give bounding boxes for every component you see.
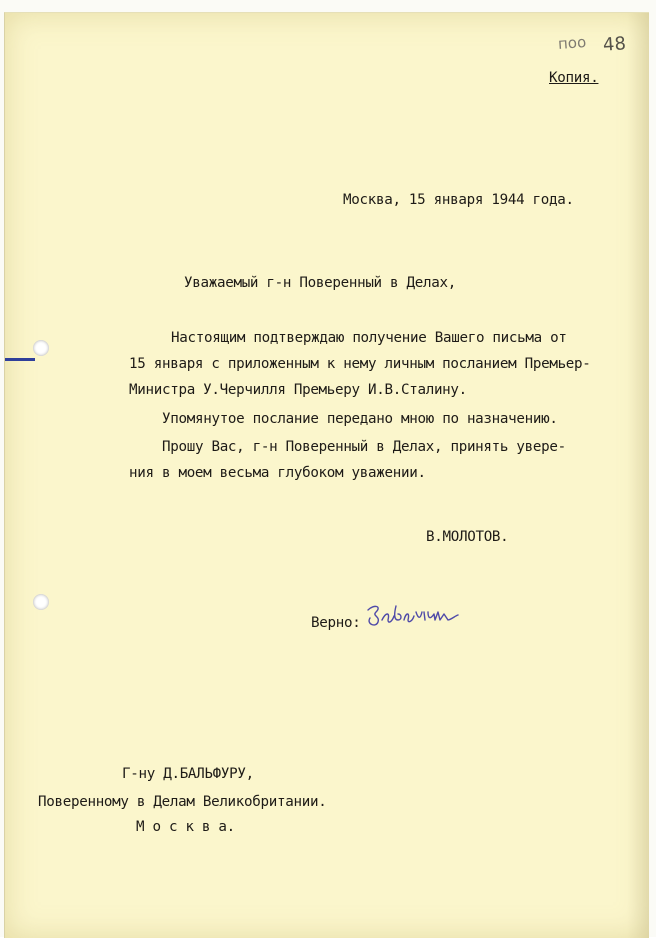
addressee-title: Поверенному в Делам Великобритании. [38,794,327,810]
body-line: Министра У.Черчилля Премьеру И.В.Сталину. [129,382,467,398]
salutation: Уважаемый г-н Поверенный в Делах, [184,275,456,291]
punch-hole-top [33,340,49,356]
place-date: Москва, 15 января 1944 года. [343,192,574,208]
folio-number: 48 [602,33,627,56]
handwritten-signature [364,600,464,632]
addressee-name: Г-ну Д.БАЛЬФУРУ, [122,766,254,782]
certification-label: Верно: [311,615,361,631]
body-line: Настоящим подтверждаю получение Вашего письма от [171,330,567,346]
archive-pencil-mark: поо [557,33,587,53]
punch-hole-bottom [33,594,49,610]
copy-label: Копия. [549,70,599,86]
margin-tick-mark [5,358,35,361]
page-fold-shadow [627,13,649,938]
addressee-city: М о с к в а. [136,819,235,835]
signature-name: В.МОЛОТОВ. [426,529,509,545]
body-line: Прошу Вас, г-н Поверенный в Делах, принять увере- [162,439,566,455]
body-line: ния в моем весьма глубоком уважении. [129,465,426,481]
body-line: Упомянутое послание передано мною по назначению. [162,411,558,427]
body-line: 15 января с приложенным к нему личным посланием Премьер- [129,356,591,372]
